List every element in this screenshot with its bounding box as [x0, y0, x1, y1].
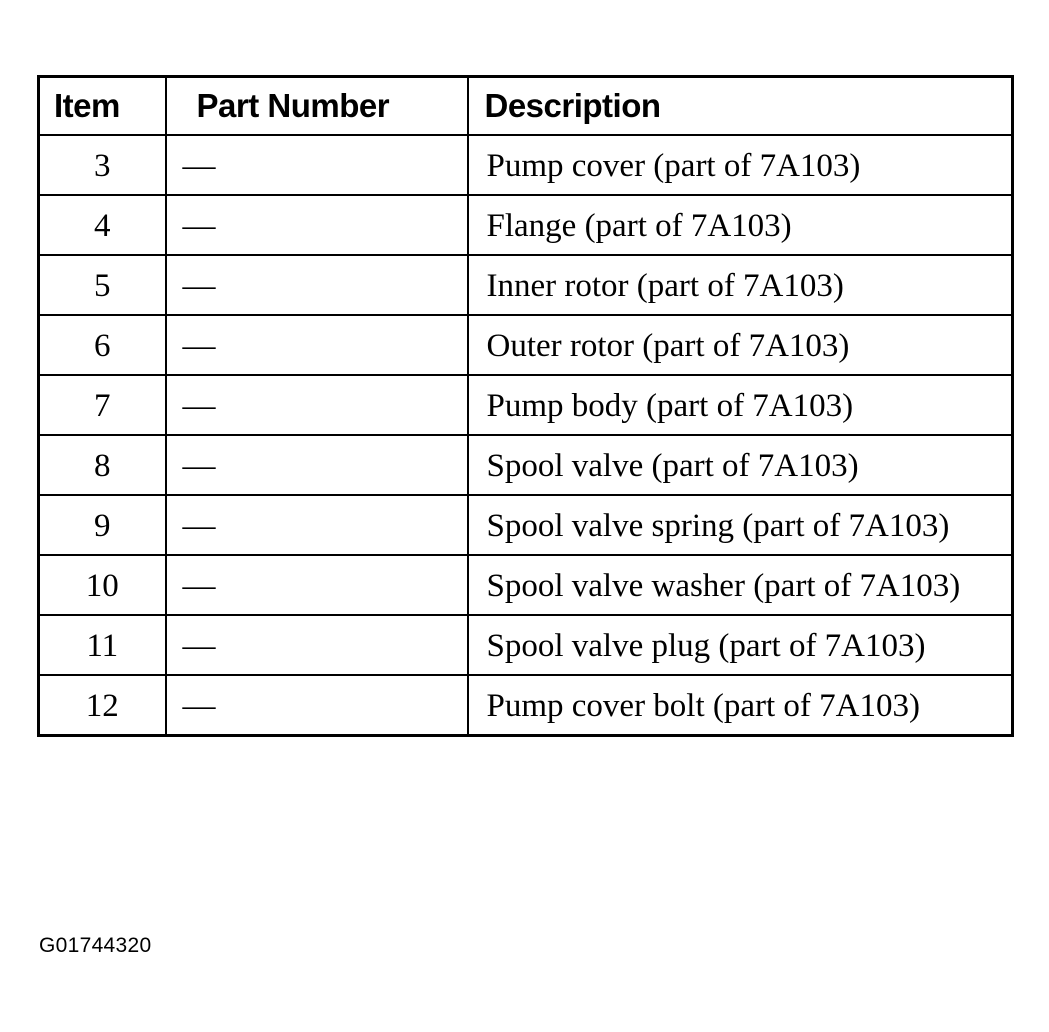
description-cell: Spool valve washer (part of 7A103)	[468, 555, 1013, 615]
part-number-cell: —	[166, 495, 468, 555]
item-cell: 6	[39, 315, 166, 375]
table-row	[39, 135, 1013, 195]
table-row	[39, 195, 1013, 255]
item-cell: 11	[39, 615, 166, 675]
description-cell: Outer rotor (part of 7A103)	[468, 315, 1013, 375]
part-number-cell: —	[166, 135, 468, 195]
figure-id: G01744320	[39, 934, 152, 957]
item-cell: 7	[39, 375, 166, 435]
item-cell: 12	[39, 675, 166, 736]
item-cell: 3	[39, 135, 166, 195]
part-number-cell: —	[166, 675, 468, 736]
table-row	[39, 495, 1013, 555]
part-number-cell: —	[166, 435, 468, 495]
header-description: Description	[468, 77, 1013, 136]
table-row	[39, 375, 1013, 435]
item-cell: 10	[39, 555, 166, 615]
description-cell: Spool valve (part of 7A103)	[468, 435, 1013, 495]
description-cell: Spool valve spring (part of 7A103)	[468, 495, 1013, 555]
part-number-cell: —	[166, 315, 468, 375]
description-cell: Pump cover bolt (part of 7A103)	[468, 675, 1013, 736]
description-cell: Spool valve plug (part of 7A103)	[468, 615, 1013, 675]
item-cell: 9	[39, 495, 166, 555]
table-row	[39, 255, 1013, 315]
item-cell: 5	[39, 255, 166, 315]
item-cell: 4	[39, 195, 166, 255]
table-row	[39, 315, 1013, 375]
part-number-cell: —	[166, 555, 468, 615]
part-number-cell: —	[166, 255, 468, 315]
part-number-cell: —	[166, 195, 468, 255]
header-item: Item	[39, 77, 166, 136]
description-cell: Flange (part of 7A103)	[468, 195, 1013, 255]
header-part-number: Part Number	[166, 77, 468, 136]
table-row	[39, 555, 1013, 615]
part-number-cell: —	[166, 615, 468, 675]
description-cell: Inner rotor (part of 7A103)	[468, 255, 1013, 315]
description-cell: Pump cover (part of 7A103)	[468, 135, 1013, 195]
part-number-cell: —	[166, 375, 468, 435]
table-header-row	[39, 77, 1013, 136]
description-cell: Pump body (part of 7A103)	[468, 375, 1013, 435]
table-row	[39, 675, 1013, 736]
parts-table	[37, 75, 1014, 737]
item-cell: 8	[39, 435, 166, 495]
table-row	[39, 615, 1013, 675]
table-row	[39, 435, 1013, 495]
